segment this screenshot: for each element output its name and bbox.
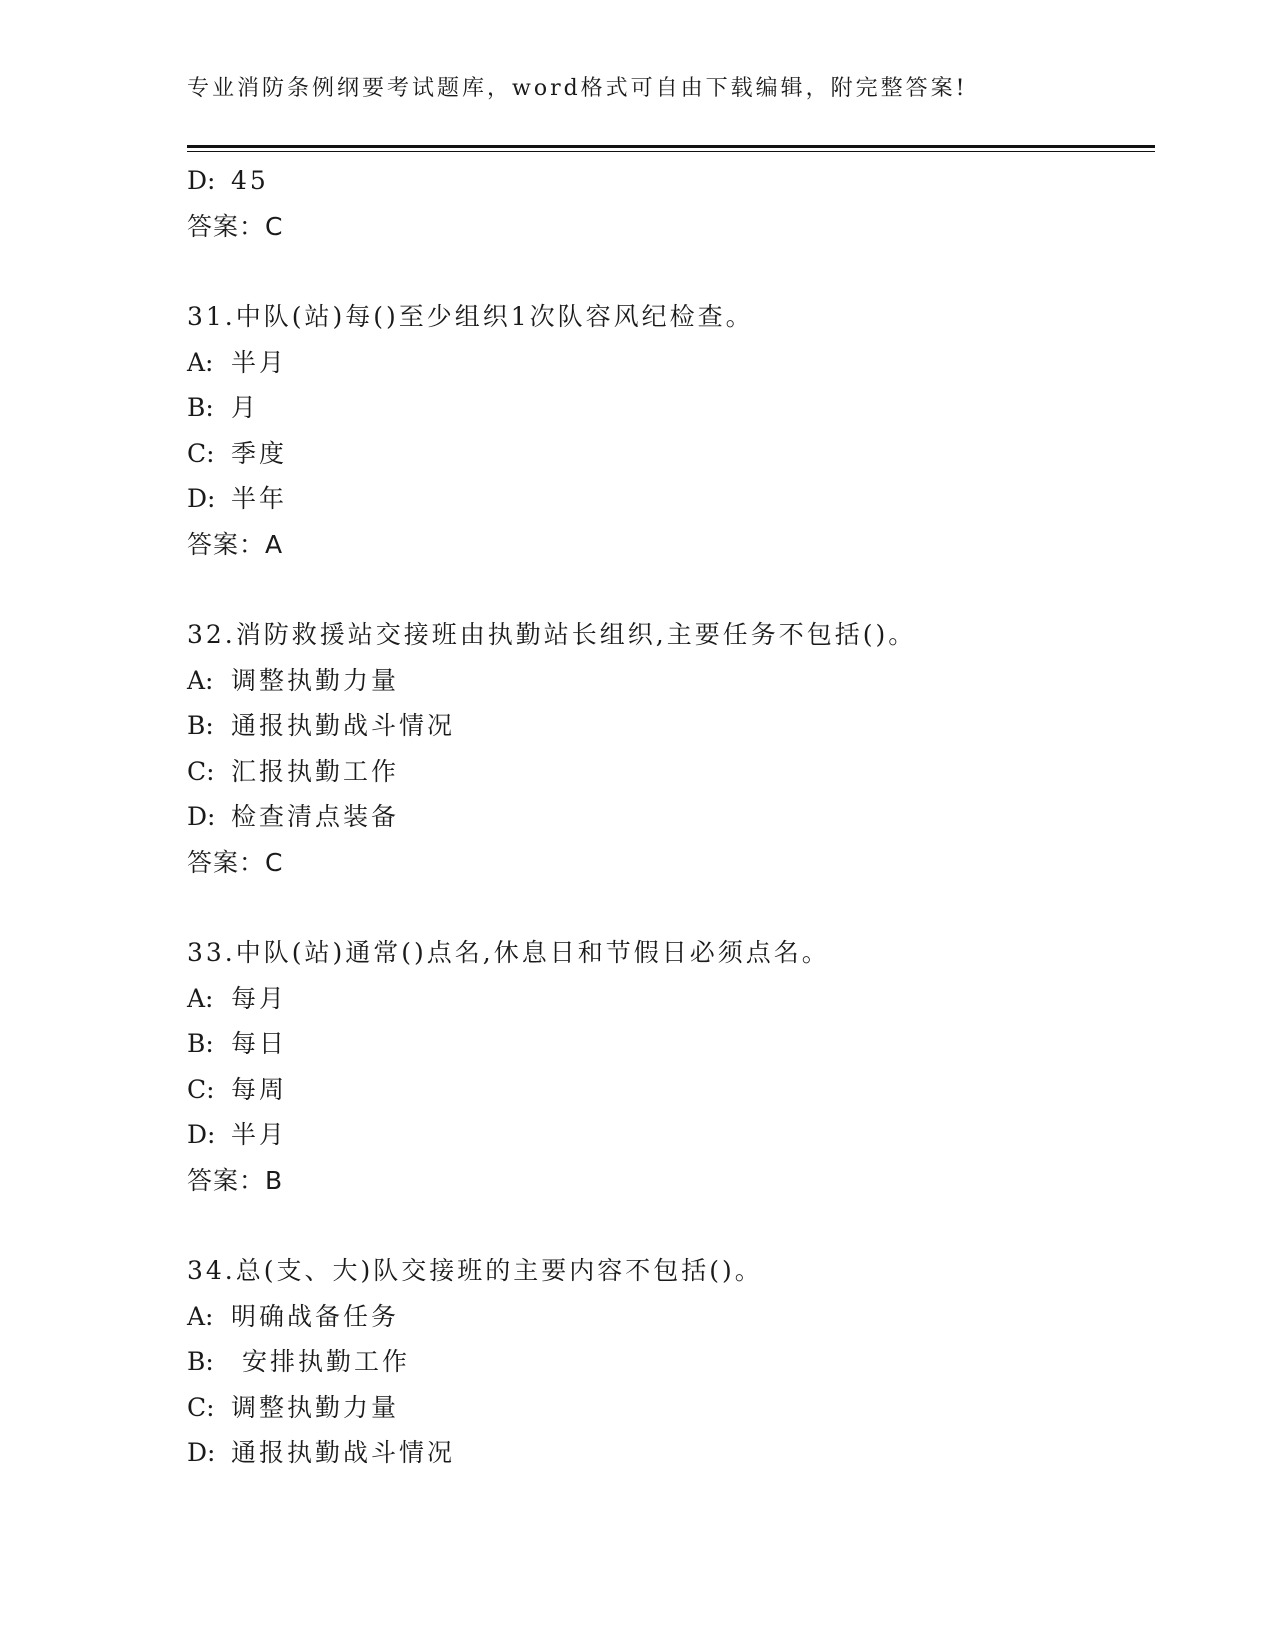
option-text: 月 [231,393,260,422]
option-label: C: [187,756,215,786]
page-header: 专业消防条例纲要考试题库，word格式可自由下载编辑，附完整答案! [187,76,968,101]
option-text: 每月 [231,983,288,1013]
option-row [187,1430,1147,1476]
question-stem: 33.中队(站)通常()点名,休息日和节假日必须点名。 [187,938,830,967]
option-text: 通报执勤战斗情况 [231,1438,456,1467]
option-text: 季度 [231,438,288,468]
option-label: A: [187,347,214,377]
option-text: 通报执勤战斗情况 [231,711,456,740]
option-label: D: [187,1438,216,1467]
option-text: 汇报执勤工作 [231,756,400,786]
option-label: B: [187,393,214,422]
option-label: D: [187,802,216,831]
option-text: 明确战备任务 [231,1301,400,1331]
option-text: 45 [231,166,269,195]
option-row [187,749,1147,795]
option-label: B: [187,1029,214,1058]
option-row [187,158,1147,204]
option-label: A: [187,1301,214,1331]
question-stem: 31.中队(站)每()至少组织1次队容风纪检查。 [187,302,754,331]
option-label: D: [187,166,216,195]
option-row [187,431,1147,477]
option-row [187,1294,1147,1340]
question-list [187,158,1147,1476]
option-row [187,658,1147,704]
option-text: 安排执勤工作 [231,1347,410,1376]
option-row [187,385,1147,431]
answer-line: 答案：A [187,529,284,559]
option-row [187,1385,1147,1431]
option-label: A: [187,665,214,695]
option-label: B: [187,1347,214,1376]
header-rule-thin [187,151,1155,152]
answer-line: 答案：C [187,847,284,877]
option-label: D: [187,484,216,513]
option-label: B: [187,711,214,740]
question-stem: 34.总(支、大)队交接班的主要内容不包括()。 [187,1256,763,1285]
option-row [187,1021,1147,1067]
answer-line: 答案：C [187,211,284,241]
option-label: A: [187,983,214,1013]
option-text: 检查清点装备 [231,802,400,831]
header-rule-thick [187,145,1155,148]
option-row [187,476,1147,522]
question-block [187,612,1147,885]
option-row [187,340,1147,386]
option-text: 半月 [231,347,288,377]
option-text: 半年 [231,484,288,513]
option-text: 半月 [231,1120,288,1149]
answer-line: 答案：B [187,1165,284,1195]
option-label: C: [187,438,215,468]
option-row [187,1067,1147,1113]
option-label: C: [187,1392,215,1422]
question-block [187,930,1147,1203]
option-row [187,976,1147,1022]
option-label: C: [187,1074,215,1104]
option-row [187,1112,1147,1158]
option-label: D: [187,1120,216,1149]
option-row [187,703,1147,749]
question-block [187,294,1147,567]
option-text: 每周 [231,1074,288,1104]
question-block [187,1248,1147,1476]
option-text: 调整执勤力量 [231,665,400,695]
question-stem: 32.消防救援站交接班由执勤站长组织,主要任务不包括()。 [187,620,917,649]
option-row [187,794,1147,840]
option-text: 每日 [231,1029,288,1058]
option-row [187,1339,1147,1385]
option-text: 调整执勤力量 [231,1392,400,1422]
